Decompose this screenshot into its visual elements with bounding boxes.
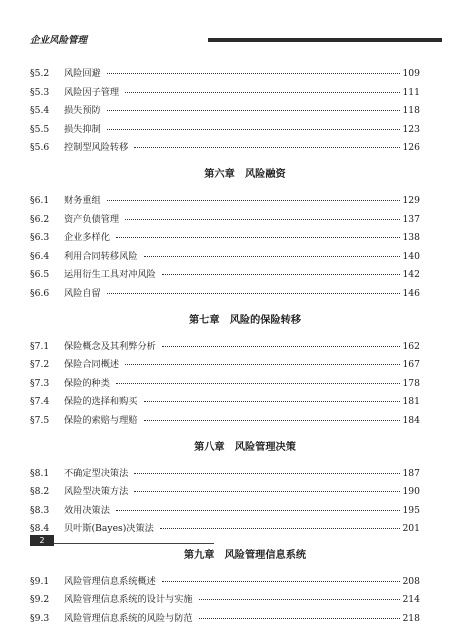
- section-title: 风险管理信息系统概述: [64, 575, 156, 587]
- dot-leader: [199, 617, 401, 619]
- section-title: 保险概念及其利弊分析: [64, 340, 156, 352]
- dot-leader: [162, 345, 401, 347]
- section-number: §6.4: [30, 250, 50, 262]
- section-title: 效用决策法: [64, 504, 110, 516]
- page-number: 146: [402, 287, 420, 299]
- page-number: 184: [402, 414, 420, 426]
- section-number: §9.1: [30, 575, 50, 587]
- dot-leader: [116, 236, 401, 238]
- dot-leader: [162, 273, 401, 275]
- page-number: 140: [402, 250, 420, 262]
- section-title: 保险的索赔与理赔: [64, 414, 138, 426]
- dot-leader: [125, 218, 400, 220]
- toc-entry[interactable]: [30, 139, 420, 158]
- page-number: 129: [402, 194, 420, 206]
- dot-leader: [144, 400, 401, 402]
- dot-leader: [125, 363, 400, 365]
- page-number: 126: [402, 142, 420, 154]
- toc-entry[interactable]: [30, 465, 420, 484]
- dot-leader: [199, 598, 401, 600]
- toc-entry[interactable]: [30, 248, 420, 267]
- toc-entry[interactable]: [30, 393, 420, 412]
- section-number: §6.3: [30, 232, 50, 244]
- section-number: §5.2: [30, 68, 50, 79]
- section-title: 损失预防: [64, 105, 101, 117]
- section-number: §7.2: [30, 359, 50, 371]
- dot-leader: [134, 146, 400, 148]
- chapter-heading: 第七章 风险的保险转移: [188, 314, 302, 326]
- toc-entry[interactable]: [30, 192, 420, 211]
- dot-leader: [162, 580, 401, 582]
- section-number: §5.6: [30, 142, 50, 154]
- dot-leader: [116, 509, 401, 511]
- section-number: §5.5: [30, 123, 50, 135]
- section-title: 风险管理信息系统的设计与实施: [64, 594, 193, 606]
- section-title: 保险的种类: [64, 377, 110, 389]
- page-number: 137: [402, 213, 420, 225]
- dot-leader: [107, 292, 401, 294]
- toc-entry[interactable]: [30, 102, 420, 121]
- page-number: 178: [402, 377, 420, 389]
- section-title: 风险回避: [64, 68, 101, 79]
- toc-entry[interactable]: [30, 285, 420, 304]
- dot-leader: [107, 72, 401, 74]
- section-title: 不确定型决策法: [64, 467, 129, 479]
- toc-entry[interactable]: [30, 229, 420, 248]
- toc-entry[interactable]: [30, 121, 420, 140]
- section-title: 保险的选择和购买: [64, 396, 138, 408]
- section-number: §8.2: [30, 486, 50, 498]
- page-number: 208: [402, 575, 420, 587]
- chapter-heading: 第六章 风险融资: [204, 168, 286, 180]
- toc-entry[interactable]: [30, 610, 420, 629]
- dot-leader: [160, 527, 401, 529]
- page-number: 214: [402, 594, 420, 606]
- dot-leader: [107, 199, 401, 201]
- section-title: 利用合同转移风险: [64, 250, 138, 262]
- dot-leader: [125, 91, 400, 93]
- toc-entry[interactable]: [30, 84, 420, 103]
- section-number: §8.1: [30, 467, 50, 479]
- page-number: 201: [402, 523, 420, 535]
- section-number: §8.3: [30, 504, 50, 516]
- page-footer: [30, 535, 442, 549]
- page-number: 162: [402, 340, 420, 352]
- section-number: §6.5: [30, 269, 50, 281]
- dot-leader: [107, 128, 401, 130]
- toc-entry[interactable]: [30, 573, 420, 592]
- page-number: 190: [402, 486, 420, 498]
- running-header: [30, 32, 442, 46]
- section-title: 风险管理信息系统的风险与防范: [64, 613, 193, 625]
- page-number: 109: [402, 68, 420, 79]
- chapter-heading: 第九章 风险管理信息系统: [183, 549, 307, 561]
- toc-entry[interactable]: [30, 338, 420, 357]
- toc-entry[interactable]: [30, 65, 420, 84]
- toc-entry[interactable]: [30, 483, 420, 502]
- chapter-heading: 第八章 风险管理决策: [194, 441, 296, 453]
- section-number: §5.4: [30, 105, 50, 117]
- page-number: 138: [402, 232, 420, 244]
- section-title: 风险因子管理: [64, 86, 120, 98]
- section-number: §6.1: [30, 194, 50, 206]
- toc-entry[interactable]: [30, 502, 420, 521]
- section-number: §7.5: [30, 414, 50, 426]
- section-title: 企业多样化: [64, 232, 110, 244]
- section-number: §8.4: [30, 523, 50, 535]
- section-title: 资产负债管理: [64, 213, 120, 225]
- page-number: 167: [402, 359, 420, 371]
- toc-entry[interactable]: [30, 591, 420, 610]
- page-number-badge: 2: [30, 535, 54, 546]
- page-number: 123: [402, 123, 420, 135]
- footer-rule: [54, 543, 214, 544]
- toc-entry[interactable]: [30, 375, 420, 394]
- dot-leader: [134, 472, 400, 474]
- dot-leader: [116, 382, 401, 384]
- dot-leader: [134, 490, 400, 492]
- header-rule: [208, 38, 442, 42]
- toc-entry[interactable]: [30, 412, 420, 431]
- section-number: §7.3: [30, 377, 50, 389]
- section-number: §9.2: [30, 594, 50, 606]
- page-number: 195: [402, 504, 420, 516]
- page-number: 118: [402, 105, 420, 117]
- section-number: §9.3: [30, 613, 50, 625]
- section-title: 控制型风险转移: [64, 142, 129, 154]
- section-number: §6.6: [30, 287, 50, 299]
- section-number: §6.2: [30, 213, 50, 225]
- header-title: 企业风险管理: [30, 35, 88, 46]
- dot-leader: [107, 109, 401, 111]
- section-title: 保险合同概述: [64, 359, 120, 371]
- page-number: 142: [402, 269, 420, 281]
- toc-entry[interactable]: [30, 211, 420, 230]
- page-number: 181: [402, 396, 420, 408]
- section-title: 风险型决策方法: [64, 486, 129, 498]
- section-title: 损失抑制: [64, 123, 101, 135]
- dot-leader: [144, 255, 401, 257]
- page-number: 218: [402, 613, 420, 625]
- section-number: §7.1: [30, 340, 50, 352]
- section-title: 运用衍生工具对冲风险: [64, 269, 156, 281]
- section-number: §7.4: [30, 396, 50, 408]
- toc-entry[interactable]: [30, 266, 420, 285]
- dot-leader: [144, 419, 401, 421]
- section-title: 财务重组: [64, 194, 101, 206]
- section-title: 贝叶斯(Bayes)决策法: [64, 523, 154, 535]
- section-title: 风险自留: [64, 287, 101, 299]
- page-number: 111: [402, 86, 420, 98]
- section-number: §5.3: [30, 86, 50, 98]
- toc-entry[interactable]: [30, 356, 420, 375]
- page-number: 187: [402, 467, 420, 479]
